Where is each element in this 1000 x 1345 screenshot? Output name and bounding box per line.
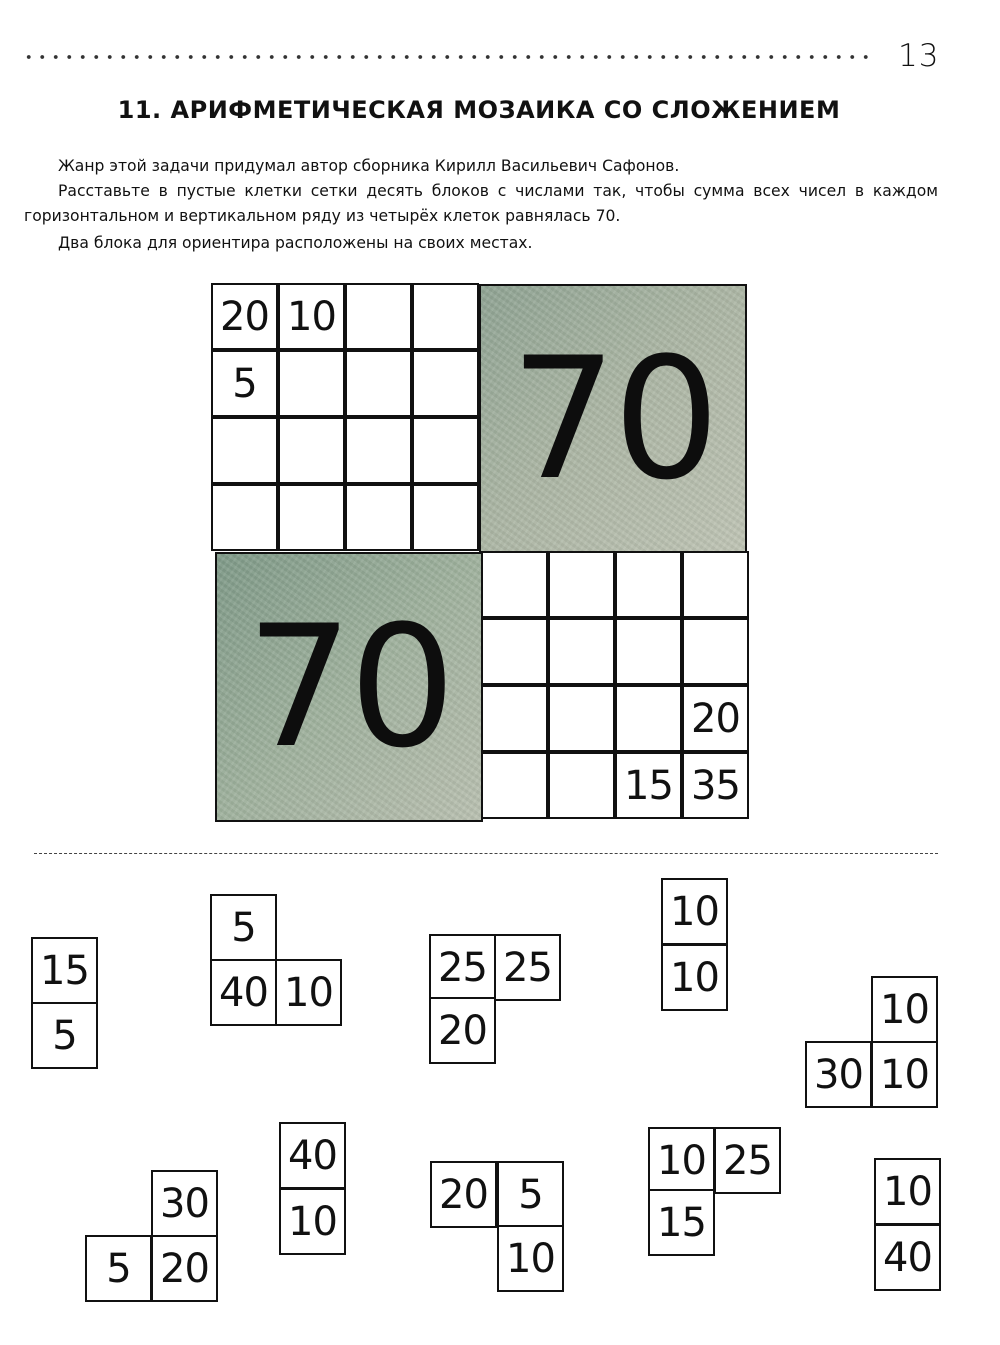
piece-cell: 15 — [31, 937, 98, 1004]
grid-cell[interactable]: 20 — [682, 685, 749, 752]
grid-cell[interactable] — [548, 752, 615, 819]
grid-cell[interactable] — [278, 350, 345, 417]
piece-cell: 5 — [210, 894, 277, 961]
piece-cell: 25 — [494, 934, 561, 1001]
intro-paragraph: Жанр этой задачи придумал автор сборника Кирилл Васильевич Сафонов. — [58, 157, 680, 175]
piece-cell: 10 — [874, 1158, 941, 1225]
grid-cell[interactable]: 5 — [211, 350, 278, 417]
hint-paragraph: Два блока для ориентира расположены на своих местах. — [58, 234, 533, 252]
grid-cell[interactable] — [548, 551, 615, 618]
dashed-divider — [34, 853, 938, 854]
grid-cell[interactable] — [345, 484, 412, 551]
piece-cell: 30 — [805, 1041, 872, 1108]
piece-cell: 10 — [275, 959, 342, 1026]
piece-cell: 40 — [279, 1122, 346, 1189]
shaded-sum-block-top-right — [479, 284, 747, 554]
piece-cell: 5 — [31, 1002, 98, 1069]
grid-cell[interactable] — [548, 618, 615, 685]
page-title: 11. АРИФМЕТИЧЕСКАЯ МОЗАИКА СО СЛОЖЕНИЕМ — [117, 96, 841, 124]
piece-cell: 5 — [85, 1235, 152, 1302]
piece-cell: 40 — [874, 1224, 941, 1291]
instructions-paragraph: Расставьте в пустые клетки сетки десять блоков с числами так, чтобы сумма всех чисел в каждом горизонтальном и вертикальном ряду из четырёх клеток равнялась 70. — [24, 182, 938, 225]
piece-cell: 30 — [151, 1170, 218, 1237]
target-sum-label: 70 — [246, 589, 452, 785]
piece-cell: 25 — [429, 934, 496, 1001]
grid-cell[interactable]: 15 — [615, 752, 682, 819]
shaded-sum-block-bottom-left — [215, 552, 483, 822]
grid-cell[interactable] — [481, 618, 548, 685]
grid-cell[interactable] — [548, 685, 615, 752]
grid-cell[interactable] — [211, 417, 278, 484]
grid-cell[interactable] — [682, 618, 749, 685]
piece-cell: 5 — [497, 1161, 564, 1228]
page-number: 13 — [898, 38, 940, 74]
piece-cell: 10 — [871, 976, 938, 1043]
grid-cell[interactable]: 35 — [682, 752, 749, 819]
grid-cell[interactable] — [615, 551, 682, 618]
piece-cell: 10 — [648, 1127, 715, 1194]
grid-cell[interactable] — [345, 417, 412, 484]
grid-cell[interactable] — [481, 752, 548, 819]
grid-cell[interactable] — [211, 484, 278, 551]
grid-cell[interactable] — [345, 350, 412, 417]
grid-cell[interactable] — [412, 484, 479, 551]
piece-cell: 25 — [714, 1127, 781, 1194]
grid-cell[interactable]: 10 — [278, 283, 345, 350]
piece-cell: 20 — [151, 1235, 218, 1302]
grid-cell[interactable] — [412, 283, 479, 350]
piece-cell: 10 — [279, 1188, 346, 1255]
piece-cell: 10 — [871, 1041, 938, 1108]
piece-cell: 15 — [648, 1189, 715, 1256]
grid-cell[interactable] — [345, 283, 412, 350]
grid-cell[interactable] — [615, 685, 682, 752]
piece-cell: 10 — [661, 878, 728, 945]
grid-cell[interactable]: 20 — [211, 283, 278, 350]
piece-cell: 10 — [497, 1225, 564, 1292]
grid-cell[interactable] — [615, 618, 682, 685]
decorative-dot-rule — [22, 50, 872, 64]
puzzle-board — [212, 284, 748, 822]
grid-cell[interactable] — [278, 484, 345, 551]
grid-cell[interactable] — [412, 350, 479, 417]
piece-cell: 20 — [430, 1161, 497, 1228]
grid-cell[interactable] — [481, 685, 548, 752]
grid-cell[interactable] — [682, 551, 749, 618]
piece-cell: 20 — [429, 997, 496, 1064]
piece-cell: 40 — [210, 959, 277, 1026]
target-sum-label: 70 — [510, 321, 716, 517]
grid-cell[interactable] — [481, 551, 548, 618]
grid-cell[interactable] — [412, 417, 479, 484]
grid-cell[interactable] — [278, 417, 345, 484]
piece-cell: 10 — [661, 944, 728, 1011]
